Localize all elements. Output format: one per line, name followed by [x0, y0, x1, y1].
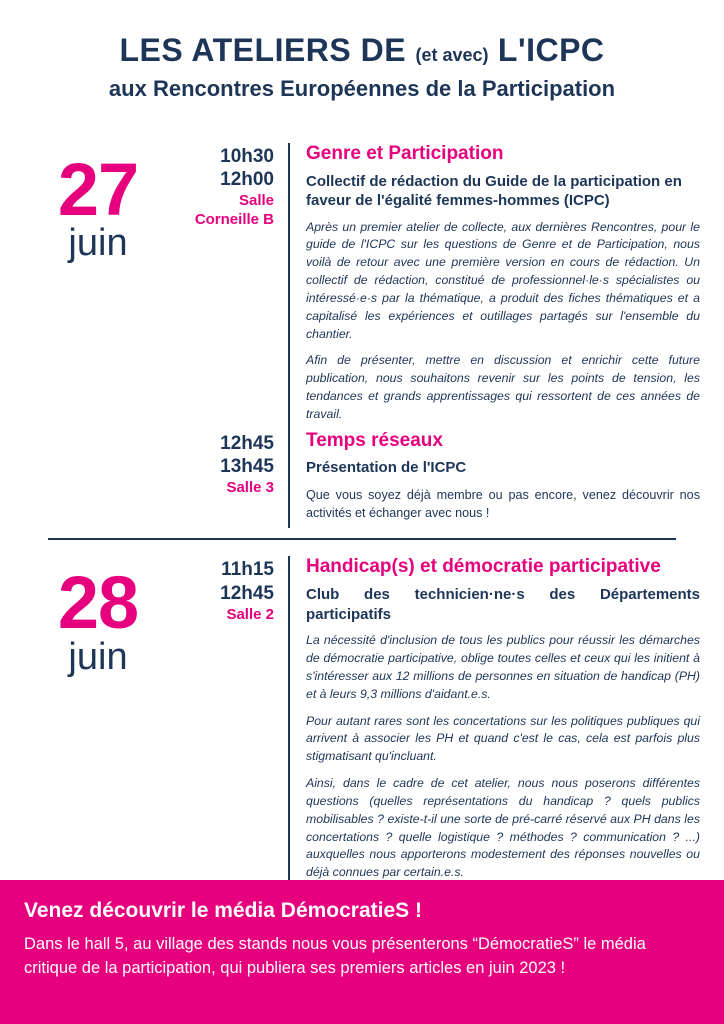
session-room-line1: Salle 3: [226, 479, 274, 497]
session-room-line2: Corneille B: [194, 211, 274, 229]
session-paragraph: Pour autant rares sont les concertations sur les politiques publiques qui arrivent à associer les PH et quand c'est le cas, cela est parfois plus stigmatisant qu'incluant.: [306, 713, 700, 764]
session-title: Handicap(s) et démocratie participative: [306, 556, 661, 578]
page-header: [0, 0, 724, 101]
session-title: Genre et Participation: [306, 142, 504, 164]
session-subtitle: Présentation de l'ICPC: [306, 459, 467, 477]
day-number: 27: [57, 147, 139, 231]
session-start-time: 12h45: [220, 432, 274, 454]
footer-banner: [0, 880, 724, 1024]
footer-title: Venez découvrir le média DémocratieS !: [24, 899, 422, 922]
session-start-time: 11h15: [221, 559, 274, 581]
session-title: Temps réseaux: [306, 429, 443, 451]
session-time-block: [172, 143, 288, 229]
day-separator: [48, 538, 676, 540]
day-number: 28: [57, 561, 139, 645]
day-date-28: [24, 556, 172, 677]
session-content: [290, 143, 700, 430]
session-time-block: [172, 430, 288, 497]
session-end-time: 13h45: [220, 455, 274, 477]
title-part-small: (et avec): [415, 45, 489, 65]
schedule: [0, 143, 724, 902]
session-content: [290, 556, 700, 888]
footer-body: Dans le hall 5, au village des stands nous vous présenterons “DémocratieS” le média critique de la participation, qui publiera ses premiers articles en juin 2023 !: [24, 935, 646, 977]
day-block-28: [24, 556, 700, 902]
title-part-b: L'ICPC: [497, 32, 605, 68]
session-content: [290, 430, 700, 529]
session-handicap-democratie-participative: [172, 556, 700, 888]
title-part-a: LES ATELIERS DE: [119, 32, 407, 68]
session-start-time: 10h30: [220, 145, 274, 167]
session-room-line1: Salle: [238, 192, 274, 210]
session-paragraph: Afin de présenter, mettre en discussion et enrichir cette future publication, nous souhaitons revenir sur les points de tension, les tendances et grands apprentissages qui ressortent de ces années de travail.: [306, 353, 700, 421]
session-paragraph: Ainsi, dans le cadre de cet atelier, nous nous poserons différentes questions (quelles représentations du handicap ? quels publics mobilisables ? existe-t-il une sorte de pré-carré réservé aux PH dans les concertations ? quelle logistique ? méthodes ? communication ? ...) auxquelles nous apporterons modestement des réponses nouvelles ou déjà connues par certain.e.s.: [306, 776, 700, 880]
session-end-time: 12h45: [220, 582, 274, 604]
session-subtitle: Club des technicien·ne·s des Départements participatifs: [306, 586, 700, 623]
session-genre-et-participation: [172, 143, 700, 430]
sessions-28: [172, 556, 700, 888]
session-room-line1: Salle 2: [226, 605, 274, 623]
day-month: juin: [68, 635, 128, 678]
session-paragraph: Que vous soyez déjà membre ou pas encore, venez découvrir nos activités et échanger avec nous !: [306, 487, 700, 521]
session-end-time: 12h00: [220, 168, 274, 190]
session-paragraph: La nécessité d'inclusion de tous les publics pour réussir les démarches de démocratie participative, oblige toutes celles et ceux qui les initient à s'intéresser aux 12 millions de personnes en situation de handicap (PH) et à leurs 9,3 millions d'aidant.e.s.: [306, 633, 700, 701]
page-title-line1: [20, 34, 704, 68]
session-temps-reseaux: [172, 430, 700, 529]
day-date-27: [24, 143, 172, 264]
session-paragraph: Après un premier atelier de collecte, aux dernières Rencontres, pour le guide de l'ICPC sur les questions de Genre et de Participation, nous voilà de retour avec une première version en cours de rédaction. Un collectif de rédaction, constitué de professionnel·le·s spécialistes ou intéressé·e·s par la thématique, a produit des fiches thématiques et a capitalisé les expériences et outillages partagés sur l'ensemble du chantier.: [306, 219, 700, 341]
day-month: juin: [68, 221, 128, 264]
session-time-block: [172, 556, 288, 623]
page-subtitle: aux Rencontres Européennes de la Participation: [108, 75, 616, 101]
sessions-27: [172, 143, 700, 529]
day-block-27: [24, 143, 700, 539]
session-subtitle: Collectif de rédaction du Guide de la participation en faveur de l'égalité femmes-hommes (ICPC): [306, 172, 682, 210]
